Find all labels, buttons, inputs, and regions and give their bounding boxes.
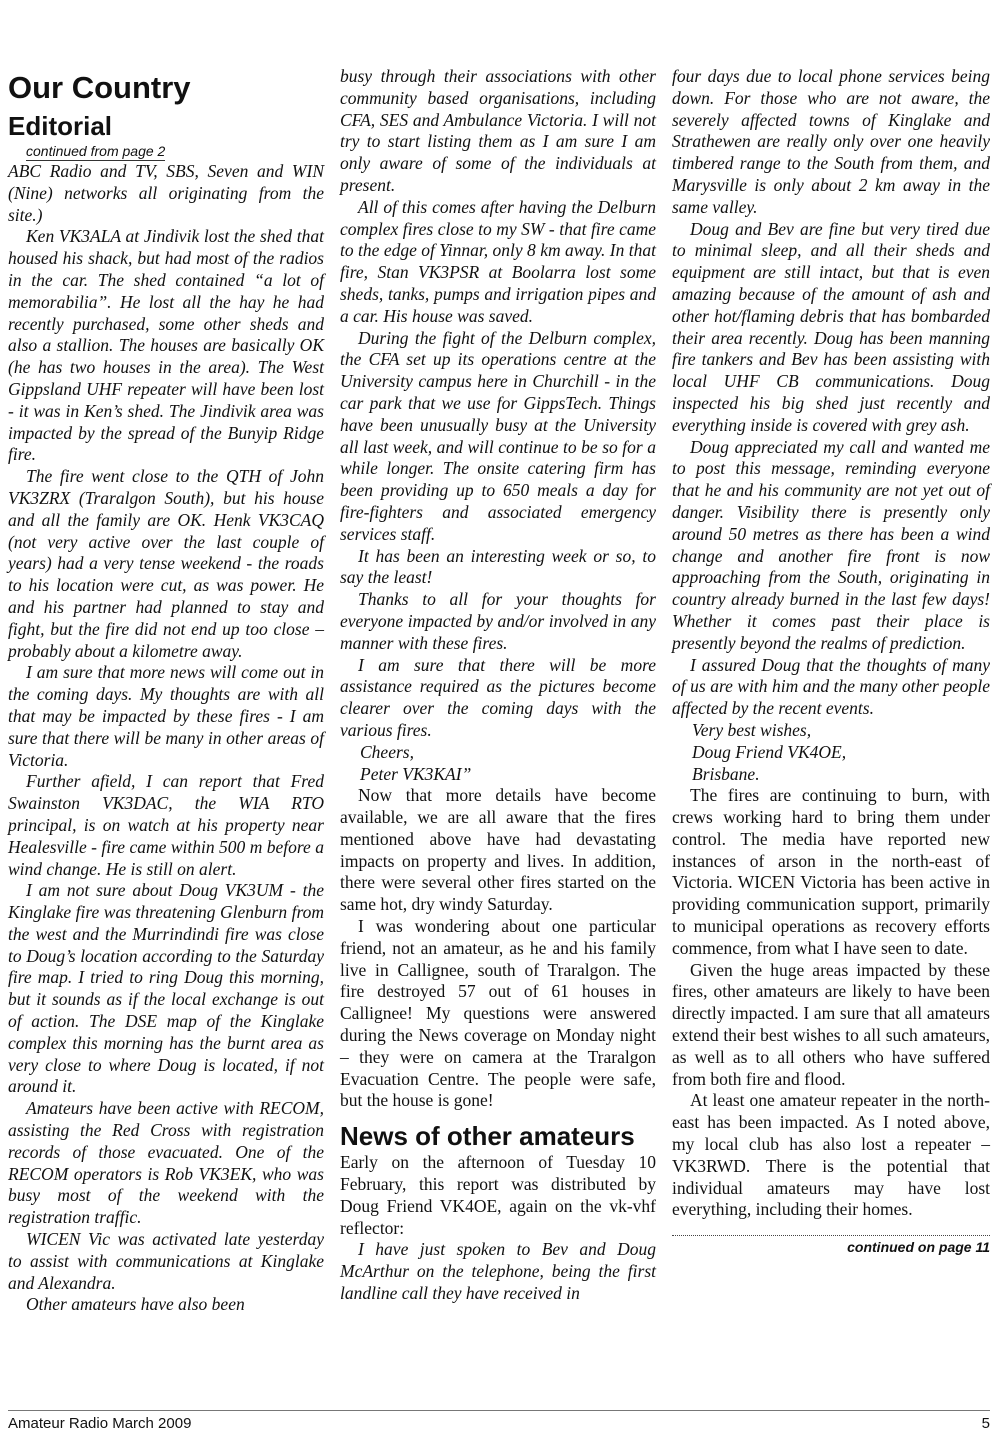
paragraph: The fire went close to the QTH of John VK3ZRX (Traralgon South), but his house and all the family are OK. Henk VK3CAQ (not very active over the last couple of years) had a very tense weekend - the roads to his location were cut, as was power. He and his partner had planned to stay and fight, but the fire did not end up too close – probably about a kilometre away. <box>8 466 324 661</box>
column-3 <box>672 66 990 1256</box>
paragraph: Doug appreciated my call and wanted me to post this message, reminding everyone that he and his community are not yet out of danger. Visibility there is presently only around 50 metres as there has been a wind change and another fire front is now approaching from the South, originating in country already burned in the last few days! Whether it comes past their place is presently beyond the realms of prediction. <box>672 436 990 653</box>
paragraph: busy through their associations with other community based organisations, including CFA, SES and Ambulance Victoria. I will not try to start listing them as I am sure I am only aware of some of the individuals at present. <box>340 66 656 195</box>
page-title: Our Country <box>8 70 191 105</box>
paragraph: Doug and Bev are fine but very tired due to minimal sleep, and all their sheds and equipment are still intact, but that is even amazing because of the amount of ash and other hot/flaming debris that has bombarded their area recently. Doug has been manning fire tankers and Bev has been assisting with local UHF CB communications. Doug inspected his big shed just recently and everything inside is covered with grey ash. <box>672 218 990 435</box>
paragraph: WICEN Vic was activated late yesterday to assist with communications at Kinglake and Alexandra. <box>8 1229 324 1293</box>
paragraph: Given the huge areas impacted by these fires, other amateurs are likely to have been directly impacted. I am sure that all amateurs extend their best wishes to all such amateurs, as well as to all others who have suffered from both fire and flood. <box>672 959 990 1089</box>
page-number: 5 <box>981 1415 990 1432</box>
page-footer <box>8 1410 990 1432</box>
section-title-news: News of other amateurs <box>340 1121 635 1152</box>
paragraph: Further afield, I can report that Fred Swainston VK3DAC, the WIA RTO principal, is on watch at his property near Healesville - fire came within 500 m before a wind change. He is still on alert. <box>8 771 324 879</box>
paragraph: I am not sure about Doug VK3UM - the Kinglake fire was threatening Glenburn from the west and the Murrindindi fire was close to Doug’s location according to the Saturday fire map. I tried to ring Doug this morning, but it sounds as if the local exchange is out of action. The DSE map of the Kinglake complex this morning has the burnt area as very close to where Doug is located, if not around it. <box>8 880 324 1097</box>
continued-from-note: continued from page 2 <box>26 143 166 159</box>
paragraph: I assured Doug that the thoughts of many of us are with him and the many other people affected by the recent events. <box>672 654 990 719</box>
column-2 <box>340 66 656 1305</box>
paragraph: I was wondering about one particular friend, not an amateur, as he and his family live in Callignee, south of Traralgon. The fire destroyed 57 out of 61 houses in Callignee! My questions were answered during the News coverage on Monday night – they were on camera at the Traralgon Evacuation Centre. The people were safe, but the house is gone! <box>340 916 656 1111</box>
signoff-line: Very best wishes, <box>692 719 812 740</box>
signoff-name: Peter VK3KAI” <box>360 763 472 784</box>
paragraph: I have just spoken to Bev and Doug McArthur on the telephone, being the first landline call they have received in <box>340 1239 656 1304</box>
column-1 <box>8 70 324 1316</box>
section-title-editorial: Editorial <box>8 111 113 141</box>
paragraph: ABC Radio and TV, SBS, Seven and WIN (Nine) networks all originating from the site.) <box>8 161 324 225</box>
paragraph: I am sure that more news will come out in the coming days. My thoughts are with all that may be impacted by these fires - I am sure that there will be many in other areas of Victoria. <box>8 662 324 770</box>
paragraph: At least one amateur repeater in the north-east has been impacted. As I noted above, my local club has also lost a repeater – VK3RWD. There is the potential that individual amateurs may have lost everything, including their homes. <box>672 1090 990 1220</box>
paragraph: Amateurs have been active with RECOM, assisting the Red Cross with registration records of those evacuated. One of the RECOM operators is Rob VK3EK, who was busy most of the weekend with the registration traffic. <box>8 1098 324 1228</box>
continued-on-note: continued on page 11 <box>672 1235 990 1256</box>
signoff-line: Cheers, <box>360 741 414 762</box>
paragraph: Ken VK3ALA at Jindivik lost the shed that housed his shack, but had most of the radios in the car. The shed contained “a lot of memorabilia”. He lost all the hay he had recently purchased, some other sheds and also a stallion. The houses are basically OK (he has two houses in the area). The West Gippsland UHF repeater will have been lost - it was in Ken’s shed. The Jindivik area was impacted by the spread of the Bunyip Ridge fire. <box>8 226 324 465</box>
paragraph: Now that more details have become available, we are all aware that the fires mentioned above have had devastating impacts on property and lives. In addition, there were several other fires started on the same hot, dry windy Saturday. <box>340 785 656 915</box>
paragraph: Other amateurs have also been <box>26 1294 245 1315</box>
paragraph: All of this comes after having the Delburn complex fires close to my SW - that fire came to the edge of Yinnar, only 8 km away. In that fire, Stan VK3PSR at Boolarra lost some sheds, tanks, pumps and irrigation pipes and a car. His house was saved. <box>340 196 656 326</box>
signoff-location: Brisbane. <box>692 763 760 784</box>
paragraph: During the fight of the Delburn complex, the CFA set up its operations centre at the University campus here in Churchill - in the car park that we use for GippsTech. Things have been unusually busy at the University all last week, and will continue to be so for a while longer. The onsite catering firm has been providing up to 650 meals a day for fire-fighters and associated emergency services staff. <box>340 327 656 544</box>
publication-name: Amateur Radio March 2009 <box>8 1415 192 1432</box>
paragraph: I am sure that there will be more assistance required as the pictures become clearer over the coming days with the various fires. <box>340 654 656 740</box>
paragraph: Early on the afternoon of Tuesday 10 February, this report was distributed by Doug Friend VK4OE, again on the vk-vhf reflector: <box>340 1152 656 1238</box>
paragraph: Thanks to all for your thoughts for everyone impacted by and/or involved in any manner with these fires. <box>340 589 656 653</box>
signoff-name: Doug Friend VK4OE, <box>692 741 847 762</box>
paragraph: The fires are continuing to burn, with crews working hard to bring them under control. The media have reported new instances of arson in the north-east of Victoria. WICEN Victoria has been active in providing communication support, primarily to municipal operations as recovery efforts commence, from what I have seen to date. <box>672 785 990 958</box>
paragraph: It has been an interesting week or so, to say the least! <box>340 545 656 588</box>
paragraph: four days due to local phone services being down. For those who are not aware, the severely affected towns of Kinglake and Strathewen are really only over one heavily timbered range to the South from them, and Marysville is only about 2 km away in the same valley. <box>672 66 990 217</box>
